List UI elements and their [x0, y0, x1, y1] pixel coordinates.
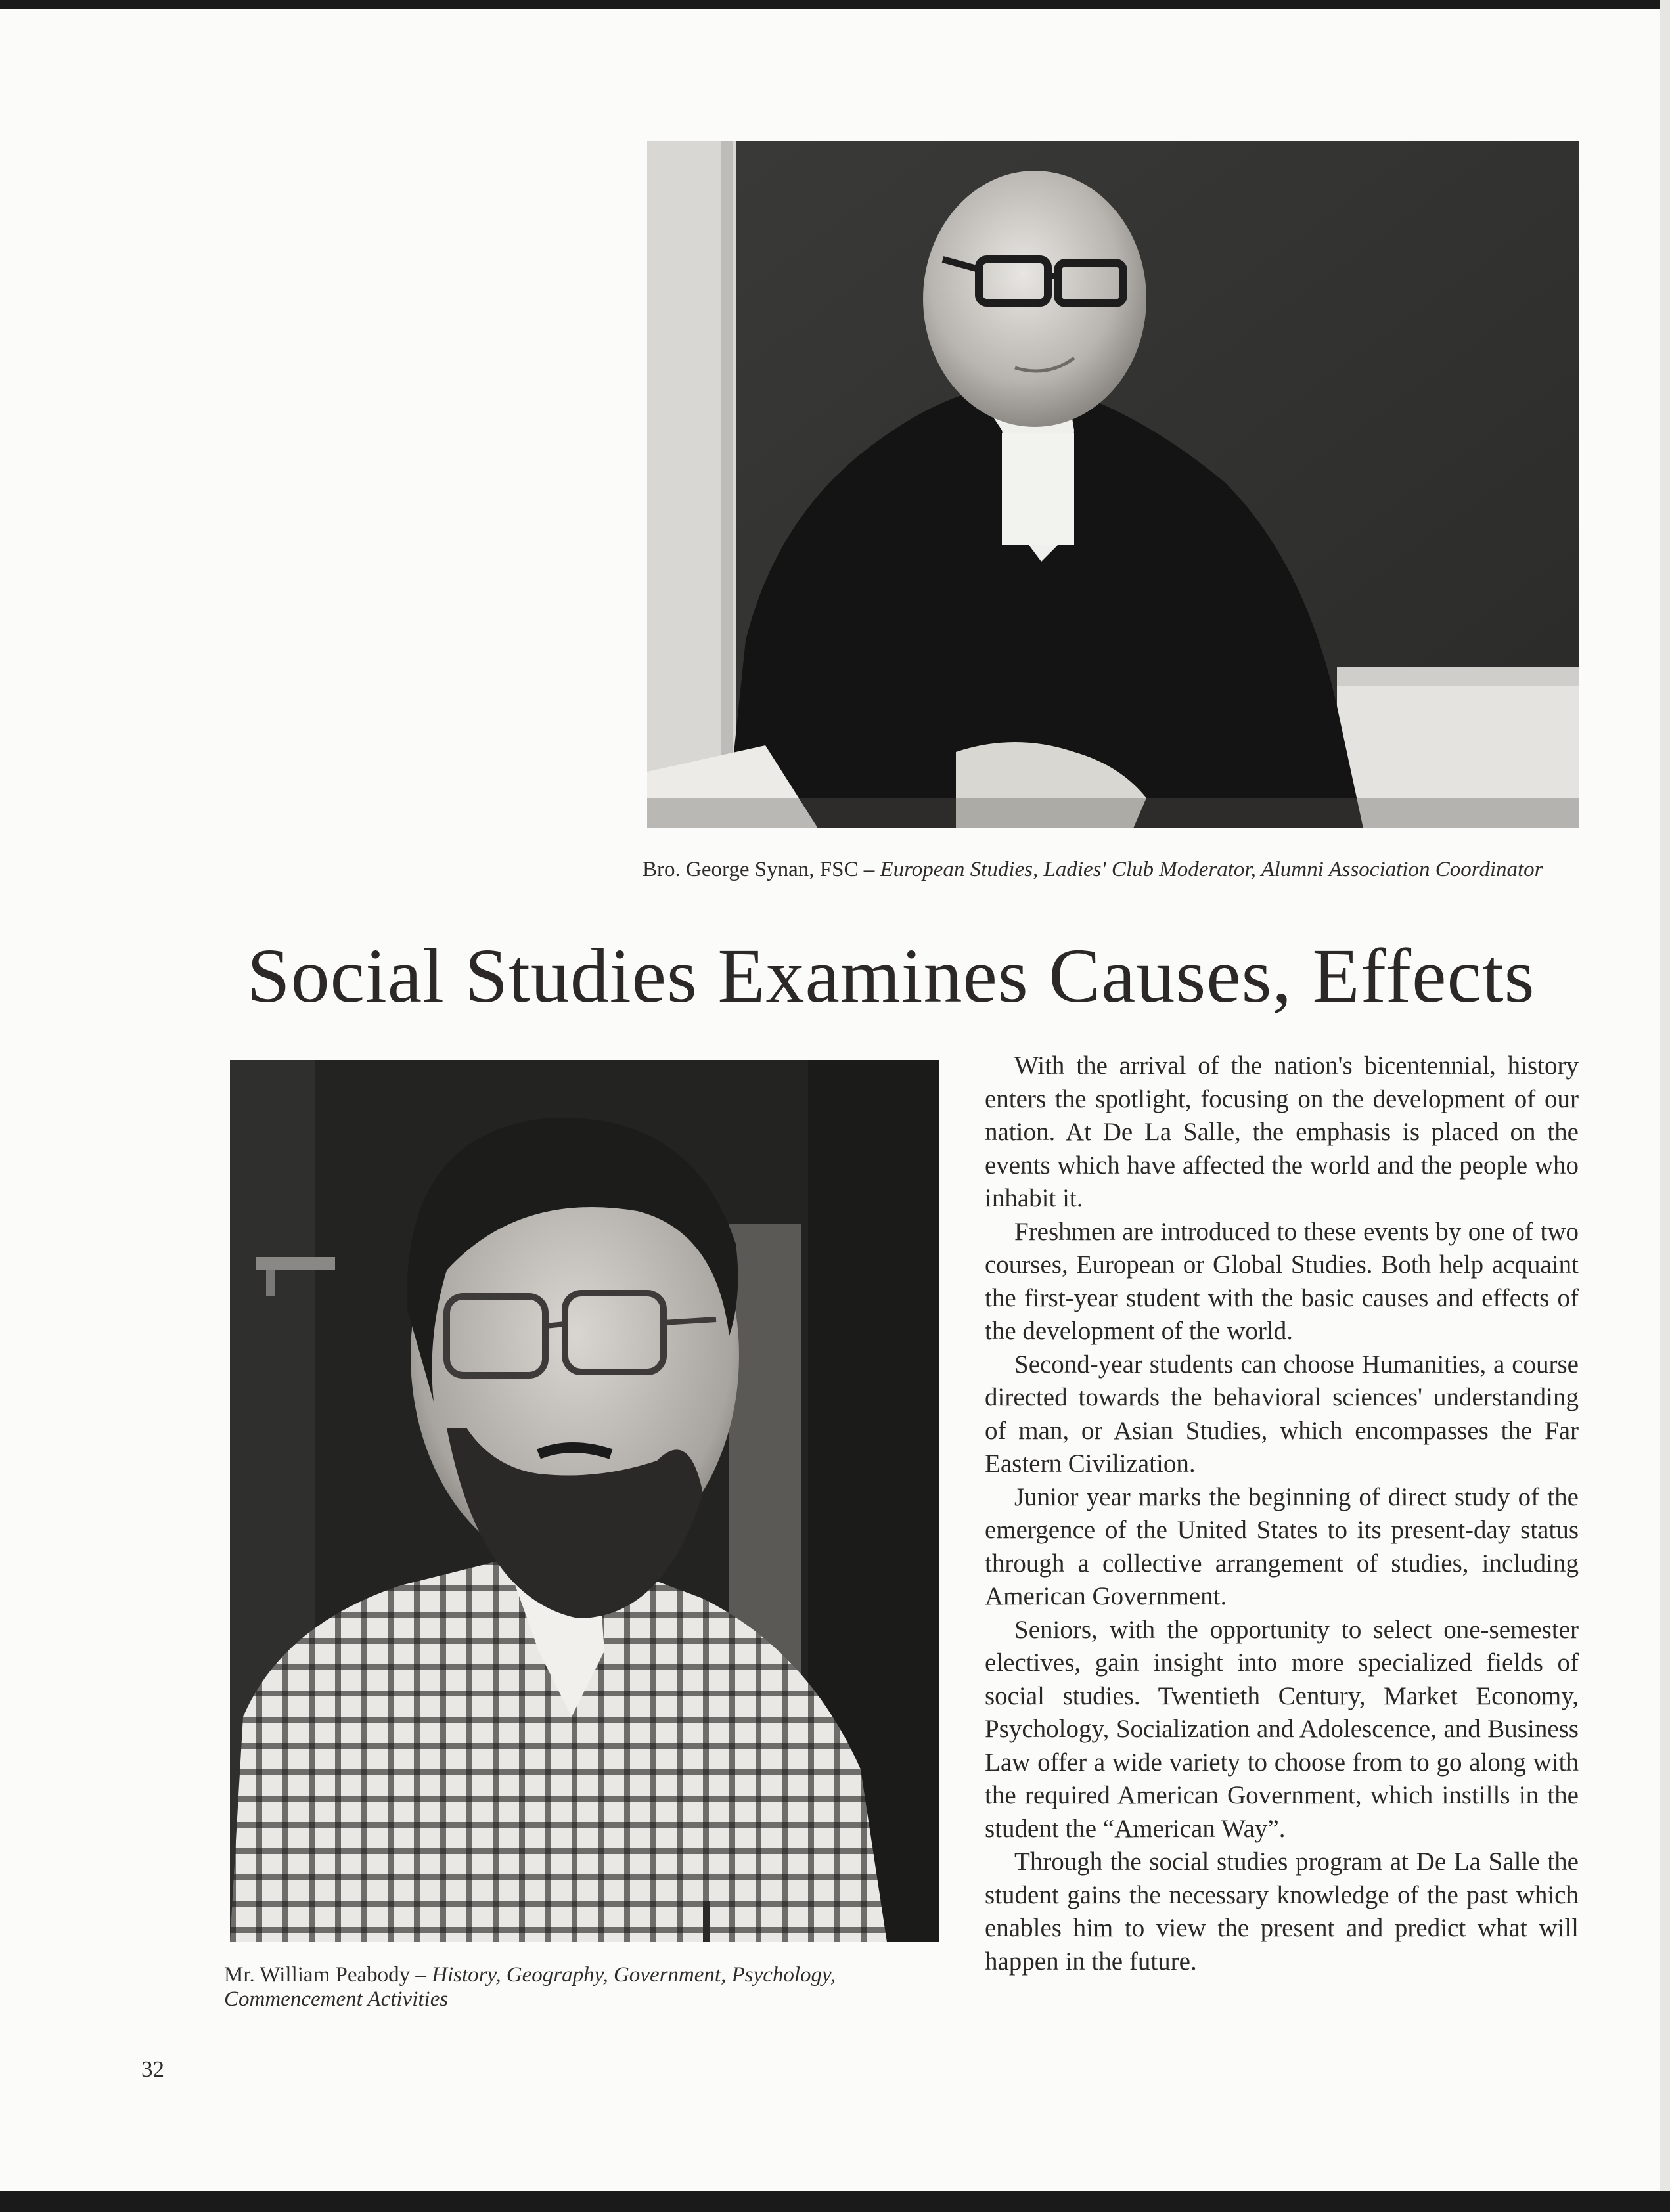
caption-top-roles: European Studies, Ladies' Club Moderator, Alumni Association Coordinator: [880, 858, 1543, 881]
article-paragraph: Seniors, with the opportunity to select one-semester electives, gain insight into more specialized fields of social studies. Twentieth Century, Market Economy, Psychology, Socialization and Adolescence, and Business Law offer a wide variety to choose from to go along with the required American Government, which instills in the student the “American Way”.: [985, 1615, 1579, 1843]
article-body: [985, 1050, 1579, 1978]
caption-top-name: Bro. George Synan, FSC: [643, 858, 859, 881]
article-paragraph: Junior year marks the beginning of direct study of the emergence of the United States to its present-day status through a collective arrangement of studies, including American Government.: [985, 1482, 1579, 1610]
article-paragraph: Second-year students can choose Humanities, a course directed towards the behavioral sciences' understanding of man, or Asian Studies, which encompasses the Far Eastern Civilization.: [985, 1350, 1579, 1478]
caption-bottom-name: Mr. William Peabody: [224, 1963, 411, 1987]
scan-right-border: [1660, 0, 1670, 2212]
article-paragraph: Freshmen are introduced to these events by one of two courses, European or Global Studies. Both help acquaint the first-year student with the basic causes and effects of the development of the world.: [985, 1217, 1579, 1345]
page-headline: Social Studies Examines Causes, Effects: [247, 933, 1535, 1019]
page-number: 32: [141, 2056, 164, 2082]
photo-william-peabody: [230, 1060, 939, 1942]
photo-bro-george-synan: [647, 141, 1579, 828]
caption-bottom-separator: –: [415, 1963, 426, 1987]
scan-top-border: [0, 0, 1670, 9]
article-paragraph: With the arrival of the nation's bicentennial, history enters the spotlight, focusing on the development of our nation. At De La Salle, the emphasis is placed on the events which have affected the world and the people who inhabit it.: [985, 1051, 1579, 1212]
caption-top-separator: –: [863, 858, 875, 881]
article-paragraph: Through the social studies program at De La Salle the student gains the necessary knowledge of the past which enables him to view the present and predict what will happen in the future.: [985, 1847, 1579, 1976]
caption-bottom-roles: History, Geography, Government, Psychology, Commencement Activities: [224, 1963, 836, 2011]
caption-top: [643, 858, 1579, 882]
scan-bottom-border: [0, 2191, 1670, 2212]
caption-bottom: [224, 1963, 944, 2012]
